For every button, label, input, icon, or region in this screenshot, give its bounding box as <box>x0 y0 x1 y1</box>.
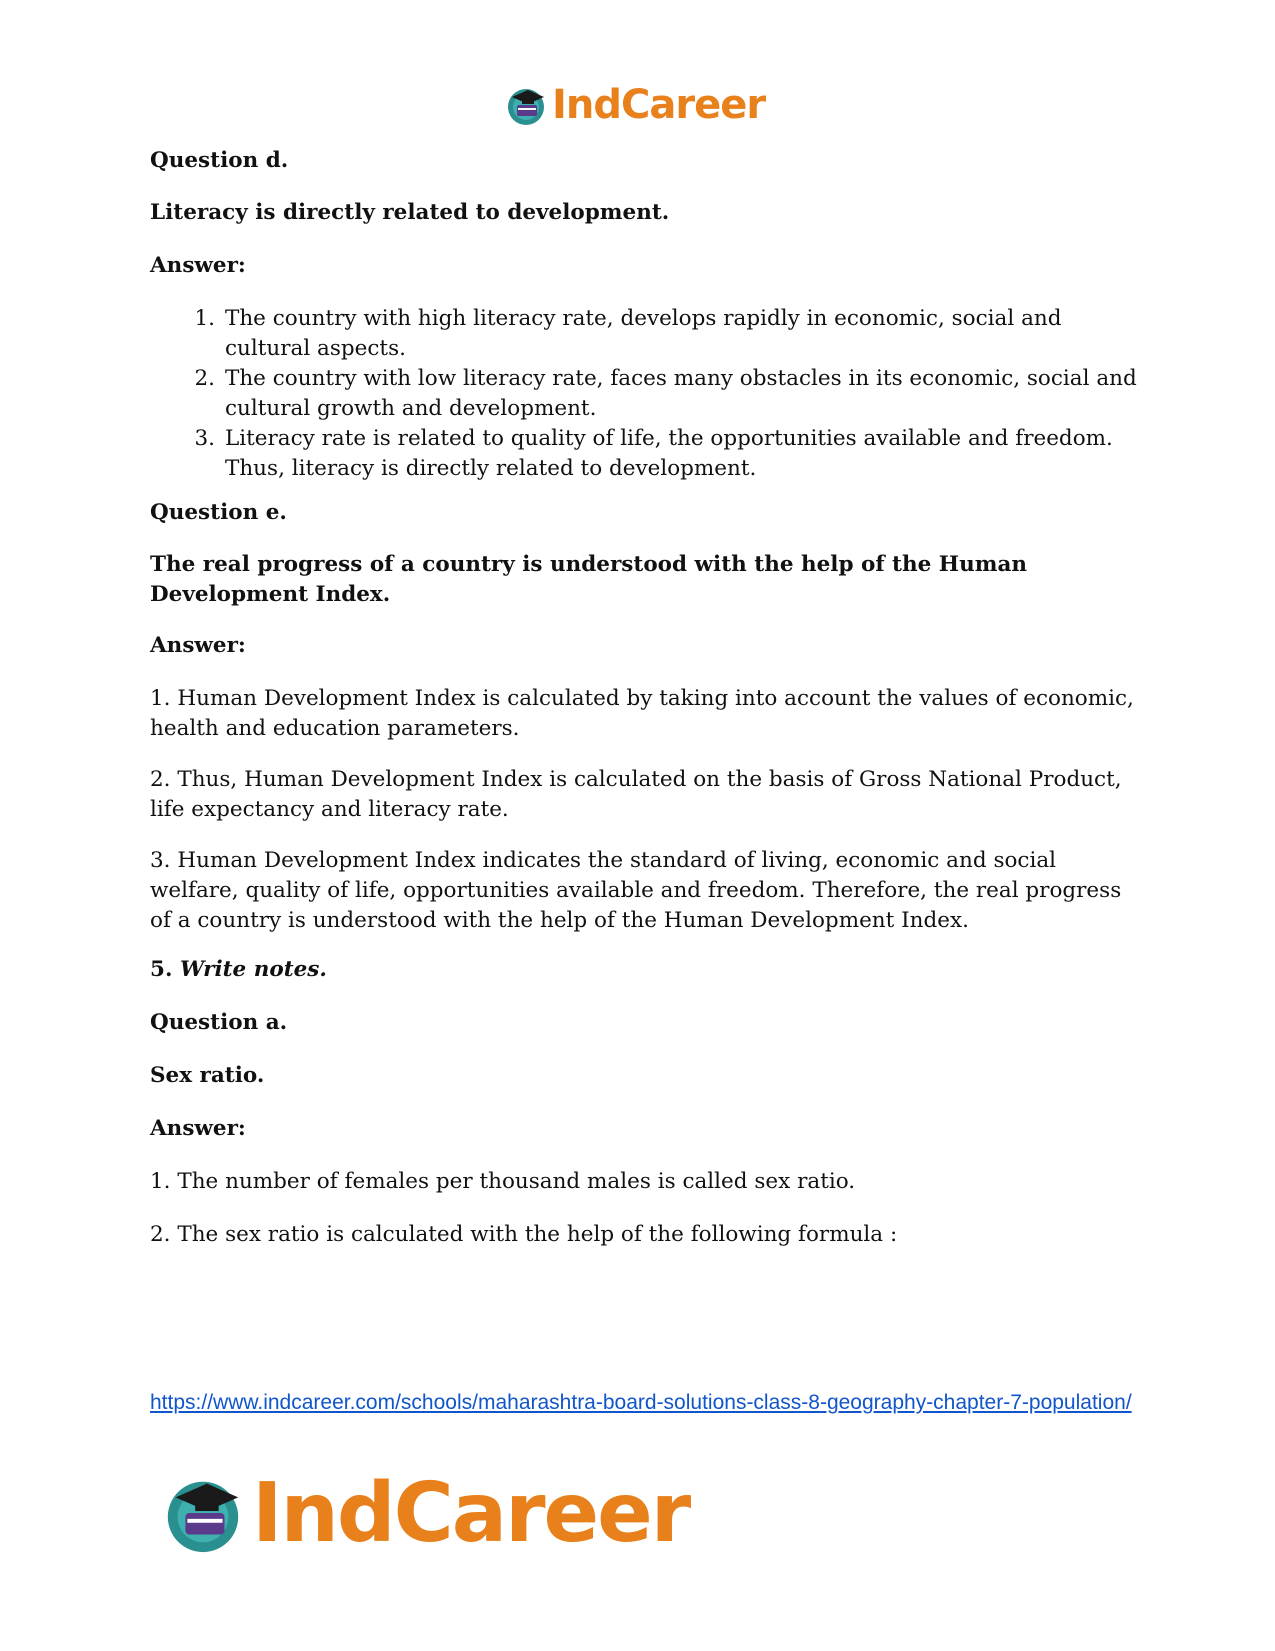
section-5-number: 5. <box>150 957 173 982</box>
list-item <box>194 364 1140 424</box>
graduation-cap-globe-icon <box>160 1470 246 1556</box>
question-e-paragraph-2: 2. Thus, Human Development Index is calculated on the basis of Gross National Product, life expectancy and literacy rate. <box>150 767 1122 822</box>
header-logo <box>504 82 765 128</box>
header-logo-text: IndCareer <box>552 82 766 128</box>
question-d-answer-label: Answer: <box>150 253 246 278</box>
question-e-paragraph-3: 3. Human Development Index indicates the standard of living, economic and social welfare, quality of life, opportunities available and freedom. Therefore, the real progress of a country is understood with the help of the Human Development Index. <box>150 848 1122 933</box>
question-e-label: Question e. <box>150 500 287 525</box>
graduation-cap-globe-icon <box>504 83 548 127</box>
question-d-answer-list <box>150 304 1140 484</box>
question-d-label: Question d. <box>150 148 289 173</box>
question-e-paragraph-1: 1. Human Development Index is calculated by taking into account the values of economic, health and education parameters. <box>150 686 1134 741</box>
question-e-statement: The real progress of a country is understood with the help of the Human Development Index. <box>150 552 1028 607</box>
question-e-answer-label: Answer: <box>150 633 246 658</box>
list-item <box>194 424 1140 484</box>
section-5-heading <box>150 955 1140 985</box>
list-item-text: Literacy rate is related to quality of life, the opportunities available and freedom. Thus, literacy is directly related to development. <box>225 426 1113 481</box>
question-a-paragraph-1: 1. The number of females per thousand males is called sex ratio. <box>150 1169 856 1194</box>
question-a-label: Question a. <box>150 1010 288 1035</box>
list-item-text: The country with high literacy rate, develops rapidly in economic, social and cultural aspects. <box>225 306 1062 361</box>
question-a-paragraph-2: 2. The sex ratio is calculated with the help of the following formula : <box>150 1222 898 1247</box>
list-item-number: 2. <box>194 366 215 391</box>
section-5-title: Write notes. <box>179 957 327 982</box>
list-item-number: 3. <box>194 426 215 451</box>
list-item-number: 1. <box>194 306 215 331</box>
question-a-statement: Sex ratio. <box>150 1063 265 1088</box>
question-d-statement: Literacy is directly related to development. <box>150 200 670 225</box>
footer-logo-text: IndCareer <box>252 1465 690 1561</box>
list-item <box>194 304 1140 364</box>
footer-logo <box>160 1465 690 1561</box>
question-a-answer-label: Answer: <box>150 1116 246 1141</box>
source-url-link[interactable]: https://www.indcareer.com/schools/maharashtra-board-solutions-class-8-geography-chapter-7-population/ <box>150 1391 1132 1414</box>
list-item-text: The country with low literacy rate, faces many obstacles in its economic, social and cultural growth and development. <box>225 366 1137 421</box>
